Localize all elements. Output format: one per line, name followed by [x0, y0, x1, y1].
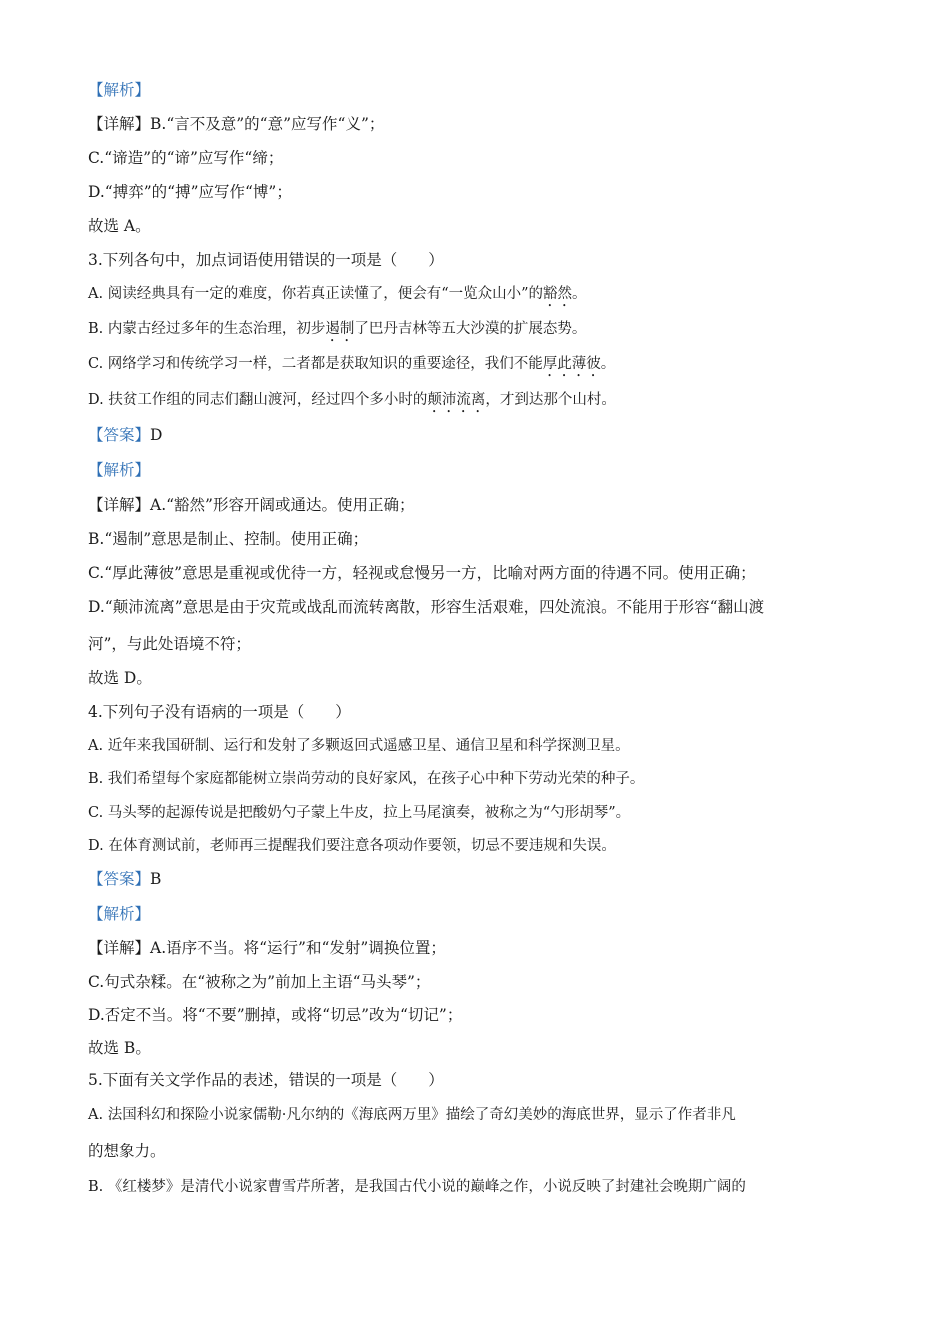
question-5-option-b: B. 《红楼梦》是清代小说家曹雪芹所著，是我国古代小说的巅峰之作，小说反映了封建社会晚期广阔的: [88, 1179, 746, 1195]
question-4-stem: 4.下列句子没有语病的一项是（ ）: [88, 703, 351, 721]
conclusion-line: 故选 A。: [88, 217, 151, 235]
emphasized-word: 豁然: [543, 286, 573, 302]
emphasized-word: 厚此薄彼: [542, 356, 601, 372]
detail-tag: 【详解】: [88, 496, 151, 514]
question-4-option-d: D. 在体育测试前，老师再三提醒我们要注意各项动作要领，切忌不要违规和失误。: [88, 838, 616, 854]
answer-value: D: [150, 426, 163, 444]
option-text: 。: [600, 356, 616, 372]
option-text: B. 内蒙古经过多年的生态治理，初步: [88, 321, 326, 337]
option-text: A. 阅读经典具有一定的难度，你若真正读懂了，便会有“一览众山小”的: [88, 286, 544, 302]
detail-line: C.句式杂糅。在“被称之为”前加上主语“马头琴”；: [88, 973, 431, 991]
question-3-option-c: [88, 353, 615, 380]
detail-line: C.“厚此薄彼”意思是重视或优待一方，轻视或怠慢另一方，比喻对两方面的待遇不同。使用正确；: [88, 564, 756, 582]
question-3-option-a: [88, 283, 587, 310]
answer-tag: 【答案】: [88, 870, 151, 888]
emphasized-word: 遏制: [325, 321, 355, 337]
analysis-tag: 【解析】: [88, 81, 151, 99]
answer-line: [88, 868, 161, 890]
answer-tag: 【答案】: [88, 426, 151, 444]
question-4-option-c: C. 马头琴的起源传说是把酸奶勺子蒙上牛皮，拉上马尾演奏，被称之为“勺形胡琴”。: [88, 805, 631, 821]
question-4-option-a: A. 近年来我国研制、运行和发射了多颗返回式遥感卫星、通信卫星和科学探测卫星。: [88, 738, 630, 754]
conclusion-line: 故选 B。: [88, 1039, 151, 1057]
conclusion-line: 故选 D。: [88, 669, 152, 687]
option-text: ，才到达那个山村。: [485, 392, 616, 408]
option-text: 了巴丹吉林等五大沙漠的扩展态势。: [354, 321, 587, 337]
option-text: D. 扶贫工作组的同志们翻山渡河，经过四个多小时的: [88, 392, 428, 408]
option-text: C. 网络学习和传统学习一样，二者都是获取知识的重要途径，我们不能: [88, 356, 543, 372]
emphasized-word: 颠沛流离: [427, 392, 486, 408]
detail-line: [88, 937, 446, 959]
detail-line: D.否定不当。将“不要”删掉，或将“切忌”改为“切记”；: [88, 1006, 463, 1024]
question-5-stem: 5.下面有关文学作品的表述，错误的一项是（ ）: [88, 1071, 444, 1089]
question-3-option-d: [88, 389, 616, 416]
question-3-option-b: [88, 318, 586, 345]
detail-line: B.“遏制”意思是制止、控制。使用正确；: [88, 530, 369, 548]
analysis-tag: 【解析】: [88, 461, 151, 479]
answer-value: B: [150, 870, 162, 888]
analysis-tag: 【解析】: [88, 905, 151, 923]
detail-line: 【详解】B.“言不及意”的“意”应写作“义”；: [88, 115, 385, 133]
question-3-stem: 3.下列各句中，加点词语使用错误的一项是（ ）: [88, 251, 444, 269]
detail-tag: 【详解】: [88, 939, 151, 957]
detail-line: D.“搏弈”的“搏”应写作“博”；: [88, 183, 292, 201]
detail-line: C.“谛造”的“谛”应写作“缔；: [88, 149, 284, 167]
question-4-option-b: B. 我们希望每个家庭都能树立崇尚劳动的良好家风，在孩子心中种下劳动光荣的种子。: [88, 771, 645, 787]
detail-line: 河”，与此处语境不符；: [88, 635, 251, 653]
detail-text: A.“豁然”形容开阔或通达。使用正确；: [150, 496, 415, 514]
question-5-option-a-cont: 的想象力。: [88, 1142, 166, 1160]
question-5-option-a: A. 法国科幻和探险小说家儒勒·凡尔纳的《海底两万里》描绘了奇幻美妙的海底世界，显示了作者非凡: [88, 1107, 736, 1123]
answer-line: [88, 424, 162, 446]
option-text: 。: [572, 286, 587, 302]
detail-text: A.语序不当。将“运行”和“发射”调换位置；: [150, 939, 446, 957]
detail-line: D.“颠沛流离”意思是由于灾荒或战乱而流转离散，形容生活艰难，四处流浪。不能用于形容“翻山渡: [88, 598, 765, 616]
detail-line: [88, 494, 415, 516]
